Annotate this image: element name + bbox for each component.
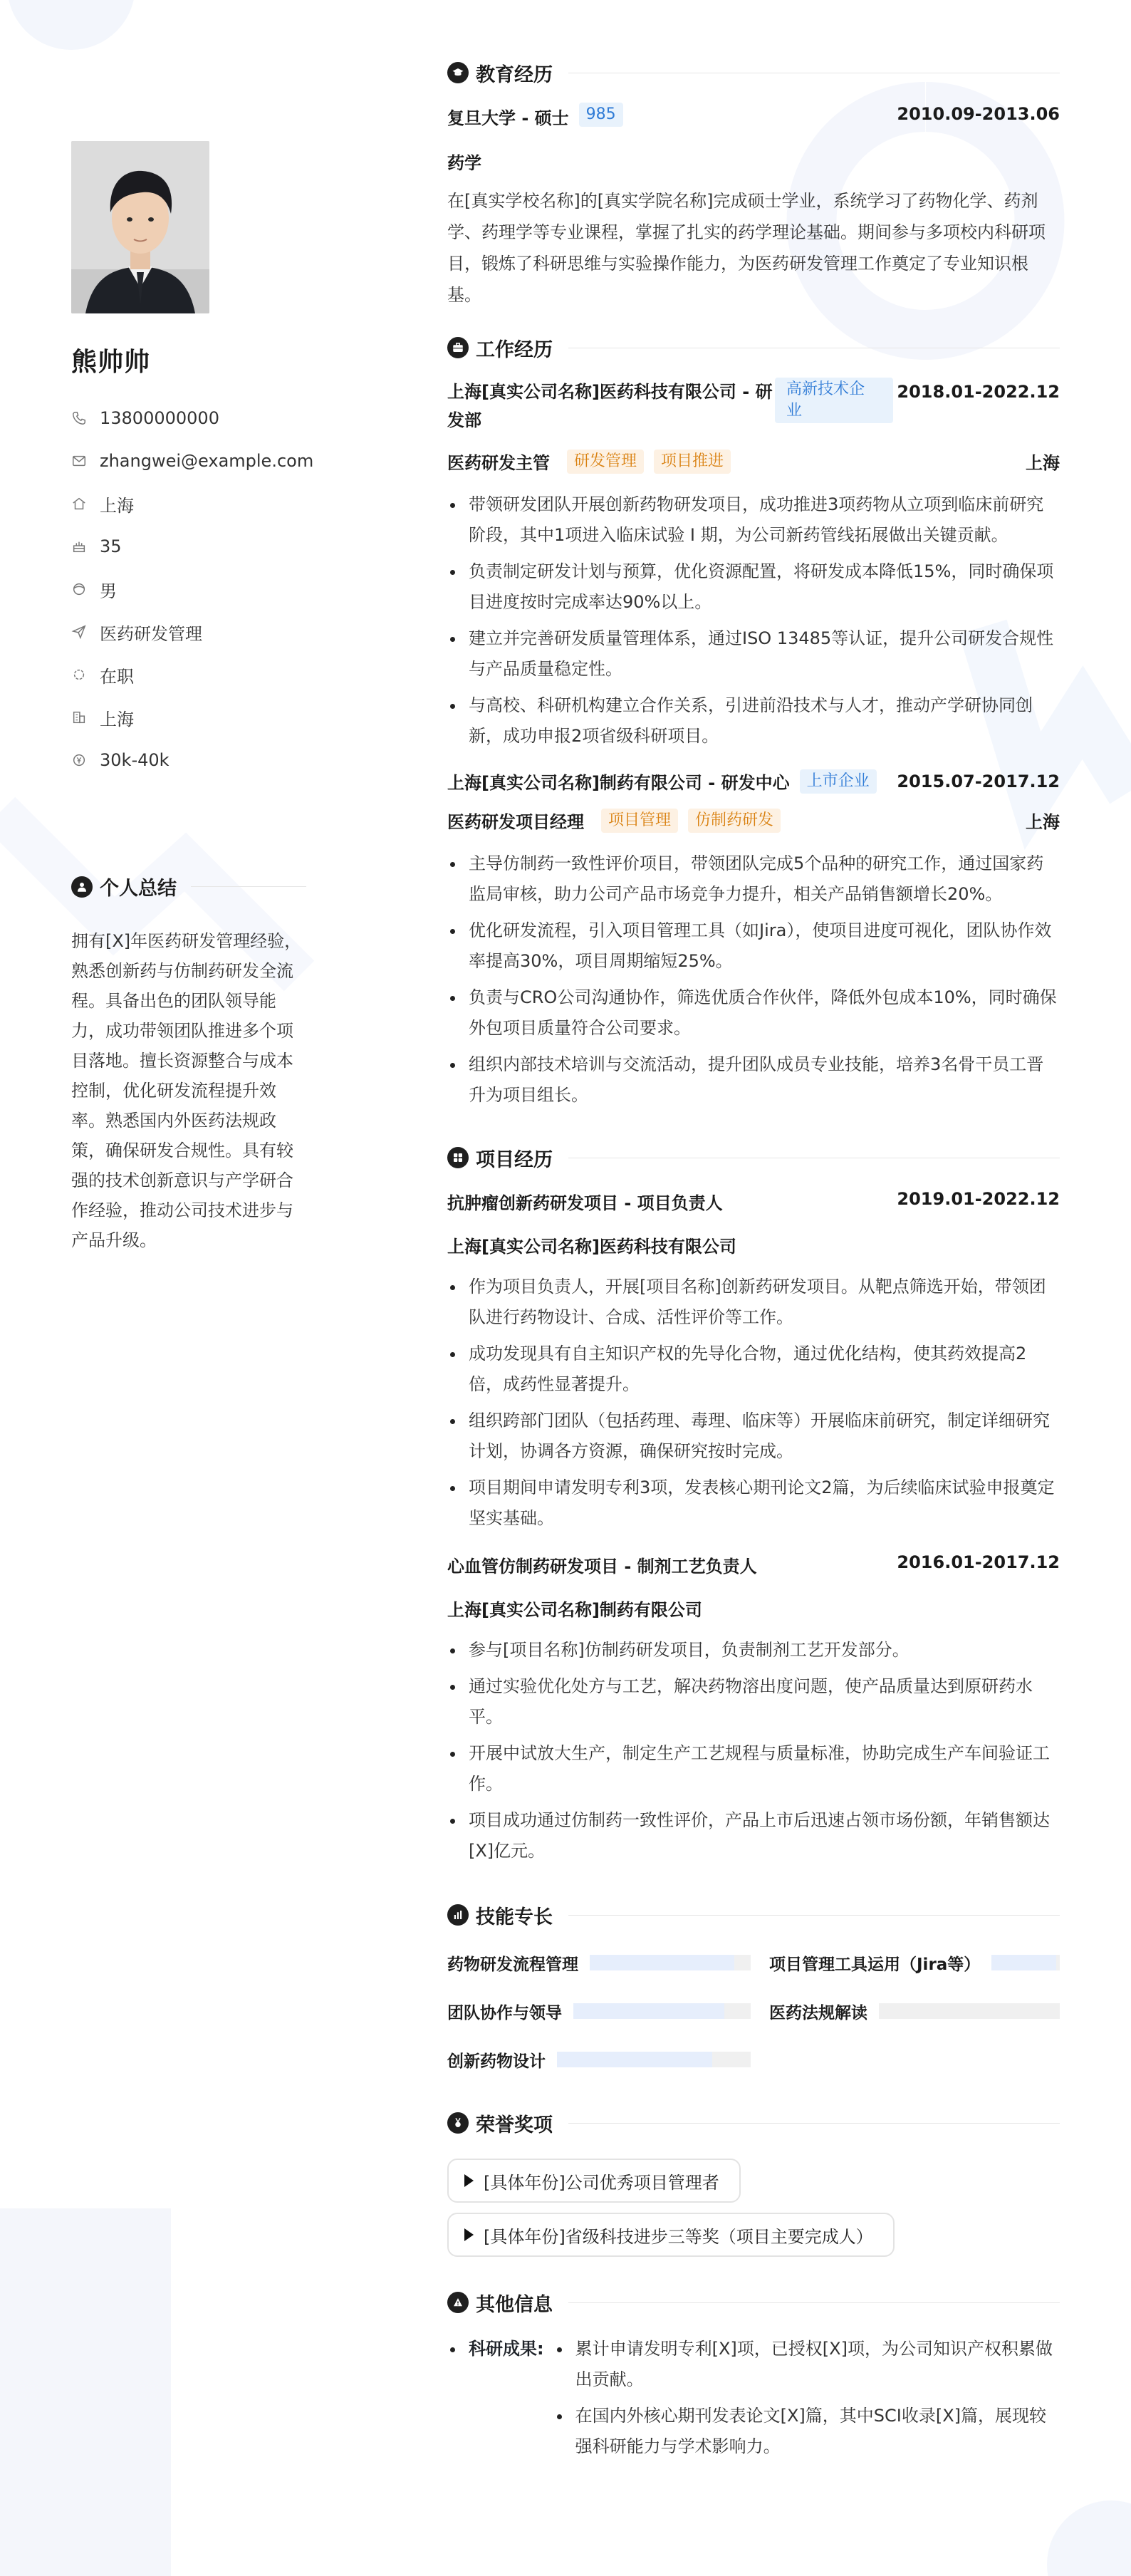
info-salary-value: 30k-40k (100, 750, 170, 770)
award-list (447, 2159, 1060, 2257)
projects-title-text: 项目经历 (476, 1148, 553, 1171)
job-entry (447, 769, 1060, 1111)
project-header (447, 1552, 1060, 1577)
summary-section-title (71, 873, 306, 900)
main-content (447, 57, 1060, 2468)
award-item[interactable] (447, 2213, 895, 2257)
skills-section-title (447, 1899, 1060, 1931)
job-header (447, 378, 1060, 435)
project-entry (447, 1552, 1060, 1866)
list-item: 开展中试放大生产，制定生产工艺规程与质量标准，协助完成生产车间验证工作。 (447, 1738, 1060, 1799)
info-age-value: 35 (100, 536, 122, 556)
role-tag: 研发管理 (567, 450, 644, 474)
list-item: 优化研发流程，引入项目管理工具（如Jira），使项目进度可视化，团队协作效率提高30%，项目周期缩短25%。 (447, 915, 1060, 977)
info-email-value: zhangwei@example.com (100, 451, 314, 471)
job-role-row (447, 808, 1060, 833)
list-item: 建立并完善研发质量管理体系，通过ISO 13485等认证，提升公司研发合规性与产品质量稳定性。 (447, 623, 1060, 685)
projects-section-title (447, 1142, 1060, 1173)
education-entry-header (447, 104, 1060, 129)
skill-level-fill (590, 1955, 734, 1970)
job-company (447, 378, 775, 435)
work-section-title (447, 332, 1060, 363)
job-bullets (447, 489, 1060, 752)
candidate-name: 熊帅帅 (71, 348, 151, 377)
job-company-tag (775, 378, 893, 423)
info-position-value: 医药研发管理 (100, 623, 202, 644)
grid-icon (447, 1147, 469, 1168)
project-bullets (447, 1272, 1060, 1534)
list-item: 负责与CRO公司沟通协作，筛选优质合作伙伴，降低外包成本10%，同时确保外包项目质量符合公司要求。 (447, 982, 1060, 1044)
contact-info-list (71, 397, 314, 781)
honors-title-text: 荣誉奖项 (476, 2114, 553, 2136)
gender-icon (71, 581, 87, 597)
job-entry (447, 378, 1060, 752)
job-company-line: 上海[真实公司名称]医药科技有限公司 - 研 (447, 382, 773, 402)
building-icon (71, 710, 87, 725)
job-city: 上海 (1026, 812, 1060, 832)
role-tag: 项目推进 (654, 450, 731, 474)
medal-icon (447, 2112, 469, 2134)
skill-level-bar (590, 1955, 751, 1970)
info-position (71, 611, 306, 653)
list-item: 主导仿制药一致性评价项目，带领团队完成5个品种的研究工作，通过国家药监局审核，助力公司产品市场竞争力提升，相关产品销售额增长20%。 (447, 848, 1060, 910)
list-item: 项目期间申请发明专利3项，发表核心期刊论文2篇，为后续临床试验申报奠定坚实基础。 (447, 1473, 1060, 1534)
salary-icon (71, 752, 87, 768)
sidebar (71, 141, 314, 1255)
education-title-text: 教育经历 (476, 63, 553, 86)
skill-item (447, 2049, 769, 2070)
work-section (447, 332, 1060, 1111)
skill-item (447, 1952, 769, 1973)
other-title-text: 其他信息 (476, 2293, 553, 2316)
person-icon (71, 876, 93, 898)
info-gender (71, 568, 306, 611)
summary-text: 拥有[X]年医药研发管理经验，熟悉创新药与仿制药研发全流程。具备出色的团队领导能力，成功带领团队推进多个项目落地。擅长资源整合与成本控制，优化研发流程提升效率。熟悉国内外医药法规政策，确保研发合规性。具有较强的技术创新意识与产学研合作经验，推动公司技术进步与产品升级。 (71, 931, 302, 1250)
mail-icon (71, 453, 87, 469)
role-tag: 项目管理 (601, 809, 678, 833)
list-item: 与高校、科研机构建立合作关系，引进前沿技术与人才，推动产学研协同创新，成功申报2项省级科研项目。 (447, 690, 1060, 752)
education-major: 药学 (447, 153, 481, 173)
list-item: 带领研发团队开展创新药物研发项目，成功推进3项药物从立项到临床前研究阶段，其中1项进入临床试验 I 期，为公司新药管线拓展做出关键贡献。 (447, 489, 1060, 551)
job-company-line: 发部 (447, 410, 481, 430)
home-icon (71, 496, 87, 511)
skill-name: 医药法规解读 (769, 2003, 867, 2022)
skill-level-bar (573, 2003, 751, 2019)
skill-item (447, 2000, 769, 2022)
award-item[interactable] (447, 2159, 741, 2203)
skills-section (447, 1899, 1060, 2070)
job-date: 2018.01-2022.12 (897, 382, 1060, 402)
list-item: 项目成功通过仿制药一致性评价，产品上市后迅速占领市场份额，年销售额达[X]亿元。 (447, 1805, 1060, 1866)
phone-icon (71, 410, 87, 426)
info-email (71, 440, 314, 482)
skill-item (769, 2000, 1060, 2022)
skill-level-bar (879, 2003, 1060, 2019)
project-date: 2016.01-2017.12 (897, 1552, 1060, 1572)
project-name: 心血管仿制药研发项目 - 制剂工艺负责人 (447, 1557, 757, 1577)
info-status (71, 653, 306, 696)
skill-name: 药物研发流程管理 (447, 1955, 578, 1974)
skill-name: 创新药物设计 (447, 2052, 546, 2071)
projects-section (447, 1142, 1060, 1866)
other-section (447, 2287, 1060, 2468)
info-work-city (71, 696, 306, 739)
expand-triangle-icon (464, 2174, 474, 2187)
list-item: 成功发现具有自主知识产权的先导化合物，通过优化结构，使其药效提高2倍，成药性显著提升。 (447, 1339, 1060, 1400)
info-phone-value: 13800000000 (100, 408, 219, 428)
education-section (447, 57, 1060, 311)
project-company: 上海[真实公司名称]医药科技有限公司 (447, 1237, 736, 1257)
skill-level-bar (991, 1955, 1060, 1970)
job-city: 上海 (1026, 453, 1060, 473)
send-icon (71, 624, 87, 640)
info-gender-value: 男 (100, 581, 117, 601)
info-phone (71, 397, 306, 440)
status-icon (71, 667, 87, 682)
list-item: 通过实验优化处方与工艺，解决药物溶出度问题，使产品质量达到原研药水平。 (447, 1671, 1060, 1733)
skill-name: 团队协作与领导 (447, 2003, 562, 2022)
other-info-bullets (554, 2334, 1060, 2468)
role-tag: 仿制药研发 (688, 809, 781, 833)
list-item: 组织内部技术培训与交流活动，提升团队成员专业技能，培养3名骨干员工晋升为项目组长。 (447, 1049, 1060, 1111)
skill-level-fill (991, 1955, 1056, 1970)
job-date: 2015.07-2017.12 (897, 771, 1060, 791)
list-item: 在国内外核心期刊发表论文[X]篇，其中SCI收录[X]篇，展现较强科研能力与学术影响力。 (554, 2401, 1060, 2462)
graduation-cap-icon (447, 62, 469, 83)
skill-level-bar (557, 2052, 751, 2067)
list-item: 累计申请发明专利[X]项，已授权[X]项，为公司知识产权积累做出贡献。 (554, 2334, 1060, 2395)
info-age (71, 525, 306, 568)
list-item: 负责制定研发计划与预算，优化资源配置，将研发成本降低15%，同时确保项目进度按时完成率达90%以上。 (447, 556, 1060, 618)
other-info-key: 科研成果: (447, 2334, 544, 2468)
school-name: 复旦大学 - 硕士 (447, 108, 569, 128)
honors-section (447, 2107, 1060, 2257)
list-item: 组织跨部门团队（包括药理、毒理、临床等）开展临床前研究，制定详细研究计划，协调各方资源，确保研究按时完成。 (447, 1406, 1060, 1467)
cake-icon (71, 539, 87, 554)
project-company: 上海[真实公司名称]制药有限公司 (447, 1600, 702, 1620)
skill-level-fill (557, 2052, 712, 2067)
school-tag: 985 (579, 103, 623, 127)
briefcase-icon (447, 337, 469, 358)
other-info-row (447, 2334, 1060, 2468)
job-company: 上海[真实公司名称]制药有限公司 - 研发中心 (447, 773, 790, 793)
skills-title-text: 技能专长 (476, 1906, 553, 1928)
honors-section-title (447, 2107, 1060, 2139)
project-name: 抗肿瘤创新药研发项目 - 项目负责人 (447, 1193, 723, 1213)
info-location-value: 上海 (100, 495, 134, 516)
list-item: 参与[项目名称]仿制药研发项目，负责制剂工艺开发部分。 (447, 1635, 1060, 1666)
other-section-title (447, 2287, 1060, 2318)
info-location (71, 482, 306, 525)
summary-title-text: 个人总结 (100, 878, 177, 900)
project-entry (447, 1189, 1060, 1534)
education-description: 在[真实学校名称]的[真实学院名称]完成硕士学业，系统学习了药物化学、药剂学、药理学等专业课程，掌握了扎实的药学理论基础。期间参与多项校内科研项目，锻炼了科研思维与实验操作能力，为医药研发管理工作奠定了专业知识根基。 (447, 191, 1046, 305)
expand-triangle-icon (464, 2228, 474, 2241)
job-company-tag-line: 业 (786, 402, 803, 420)
project-date: 2019.01-2022.12 (897, 1189, 1060, 1209)
award-text: [具体年份]省级科技进步三等奖（项目主要完成人） (484, 2226, 873, 2247)
job-company-tag-line: 高新技术企 (786, 380, 865, 398)
info-status-value: 在职 (100, 666, 134, 687)
skill-name: 项目管理工具运用（Jira等） (769, 1955, 981, 1974)
project-header (447, 1189, 1060, 1214)
section-divider (568, 2123, 1060, 2124)
skill-item (769, 1952, 1060, 1973)
award-text: [具体年份]公司优秀项目管理者 (484, 2172, 719, 2193)
info-salary (71, 739, 306, 781)
project-bullets (447, 1635, 1060, 1866)
education-date: 2010.09-2013.06 (897, 104, 1060, 124)
info-work-city-value: 上海 (100, 709, 134, 729)
job-role-row (447, 449, 1060, 474)
education-section-title (447, 57, 1060, 88)
skill-level-fill (573, 2003, 724, 2019)
chart-icon (447, 1904, 469, 1926)
job-bullets (447, 848, 1060, 1111)
info-icon (447, 2292, 469, 2313)
job-header (447, 769, 1060, 794)
job-role: 医药研发项目经理 (447, 812, 584, 832)
section-divider (191, 886, 306, 887)
section-divider (568, 1915, 1060, 1916)
job-role: 医药研发主管 (447, 453, 550, 473)
skills-grid (447, 1952, 1060, 2070)
job-company-tag: 上市企业 (800, 769, 877, 794)
section-divider (568, 2302, 1060, 2303)
profile-photo (71, 141, 209, 313)
list-item: 作为项目负责人，开展[项目名称]创新药研发项目。从靶点筛选开始，带领团队进行药物设计、合成、活性评价等工作。 (447, 1272, 1060, 1333)
work-title-text: 工作经历 (476, 338, 553, 361)
